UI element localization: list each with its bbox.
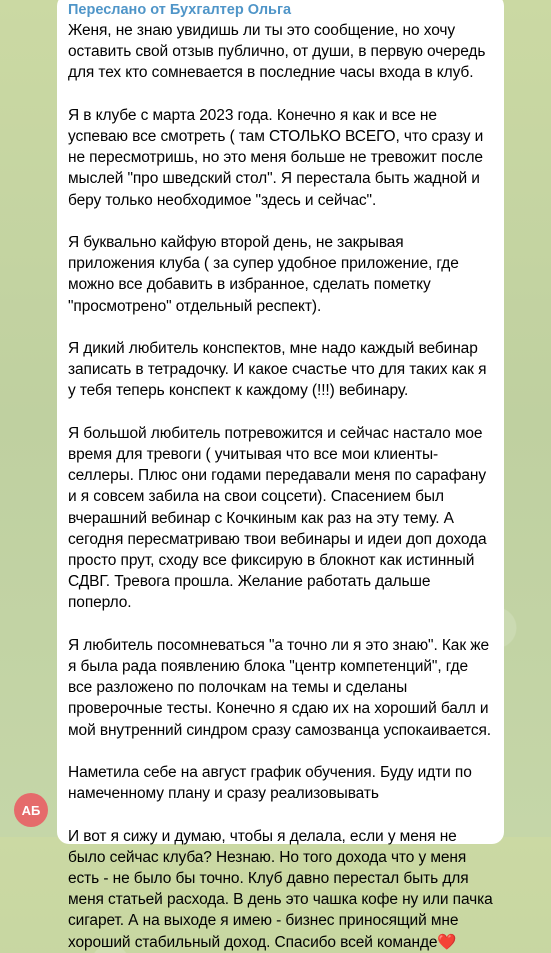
avatar[interactable]: АБ: [14, 793, 48, 827]
message-paragraph: Я дикий любитель конспектов, мне надо каждый вебинар записать в тетрадочку. И какое счастье что для таких как я у тебя теперь конспект к каждому (!!!) вебинару.: [68, 340, 487, 400]
message-paragraph: Наметила себе на август график обучения. Буду идти по намеченному плану и сразу реализовывать: [68, 764, 472, 803]
message-paragraph: Я буквально кайфую второй день, не закрывая приложения клуба ( за супер удобное приложение, где можно все добавить в избранное, сделать пометку "просмотрено" отдельный респект).: [68, 234, 459, 315]
message-paragraph: Женя, не знаю увидишь ли ты это сообщение, но хочу оставить свой отзыв публично, от души, в первую очередь для тех кто сомневается в последние часы входа в клуб.: [68, 22, 486, 82]
message-paragraph: Я любитель посомневаться "а точно ли я это знаю". Как же я была рада появлению блока "центр компетенций", где все разложено по полочкам на темы и сделаны проверочные тесты. Конечно я сдаю их на хороший балл и мой внутренний синдром сразу самозванца успокаивается.: [68, 636, 492, 739]
heart-emoji-icon: ❤️: [437, 933, 457, 951]
message-bubble[interactable]: [57, 0, 504, 951]
message-paragraph: Я большой любитель потревожится и сейчас настало мое время для тревоги ( учитывая что все мои клиенты-селлеры. Плюс они годами передавали меня по сарафану и я совсем забила на свои соцсети). Спасением был вчерашний вебинар с Кочкиным как раз на эту тему. А сегодня пересматриваю твои вебинары и идеи доп дохода просто прут, сходу все фиксирую в блокнот как истинный СДВГ. Тревога прошла. Желание работать дальше поперло.: [68, 424, 487, 612]
forwarded-from-label[interactable]: Переслано от Бухгалтер Ольга: [68, 2, 292, 18]
message-paragraph-text: И вот я сижу и думаю, чтобы я делала, если у меня не было сейчас клуба? Незнаю. Но того дохода что у меня есть - не было бы точно. Клуб давно перестал быть для меня статьей расхода. В день это чашка кофе ну или пачка сигарет. А на выходе я имею - бизнес приносящий мне хороший стабильный доход. Спасибо всей команде: [68, 827, 493, 951]
message-paragraph-last: [68, 826, 494, 953]
message-text: [68, 20, 494, 953]
message-paragraph: Я в клубе с марта 2023 года. Конечно я как и все не успеваю все смотреть ( там СТОЛЬКО ВСЕГО, что сразу и не пересмотришь, но это меня больше не тревожит после мыслей "про шведский стол". Я перестала быть жадной и беру только необходимое "здесь и сейчас".: [68, 106, 484, 209]
